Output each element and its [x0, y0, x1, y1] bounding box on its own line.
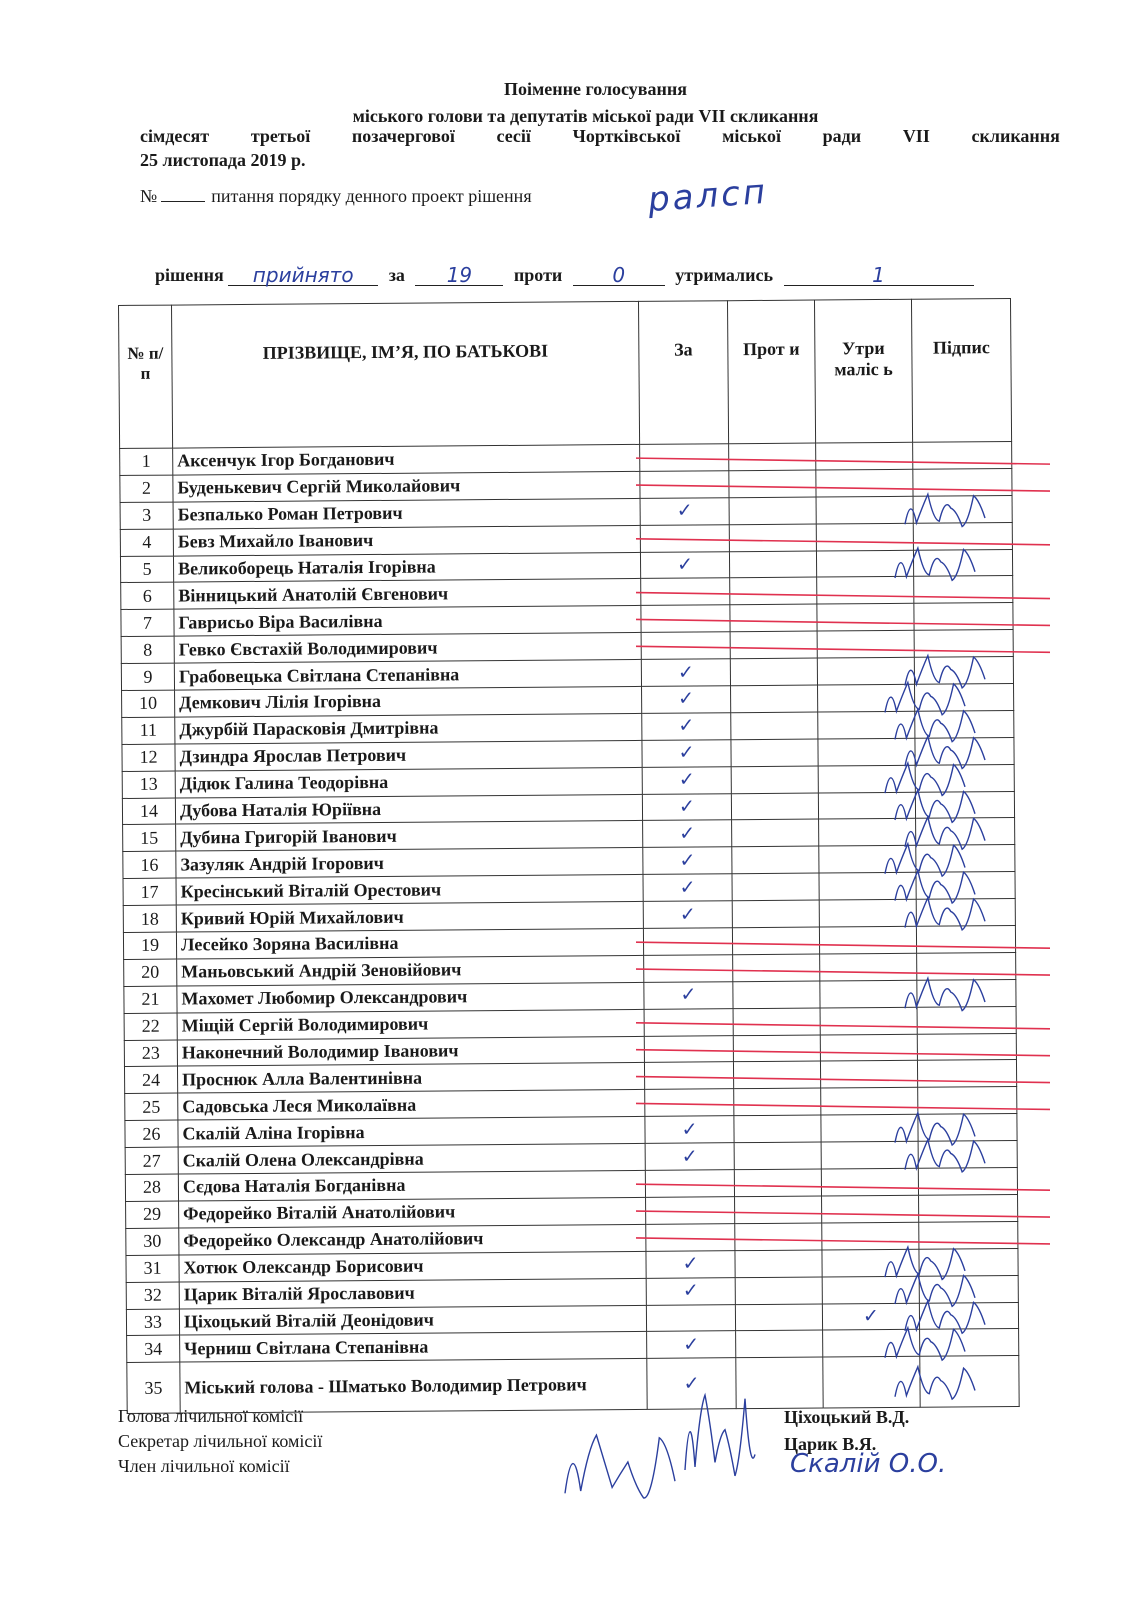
row-vote-utr — [818, 711, 915, 739]
row-vote-proty — [729, 470, 816, 498]
row-name: Наконечний Володимир Іванович — [177, 1036, 644, 1067]
row-number: 8 — [121, 636, 174, 663]
row-vote-proty — [732, 846, 819, 874]
row-vote-za — [640, 471, 729, 499]
row-vote-utr — [820, 953, 917, 981]
row-number: 3 — [120, 502, 173, 529]
row-signature — [920, 1329, 1019, 1357]
row-signature — [916, 845, 1015, 873]
row-vote-utr — [817, 577, 914, 605]
row-vote-za — [644, 1035, 733, 1063]
row-signature — [913, 549, 1012, 577]
header-utr: Утри маліс ь — [814, 299, 912, 443]
session-word: сесії — [496, 126, 531, 146]
row-signature — [914, 603, 1013, 631]
row-vote-za — [643, 847, 732, 875]
row-vote-utr — [818, 765, 915, 793]
row-vote-utr — [820, 980, 917, 1008]
header-signature: Підпис — [911, 298, 1011, 442]
row-number: 19 — [123, 932, 176, 959]
row-number: 5 — [120, 556, 173, 583]
row-signature — [917, 1006, 1016, 1034]
row-number: 20 — [124, 959, 177, 986]
vote-check-mark: ✓ — [678, 795, 695, 818]
row-signature — [915, 764, 1014, 792]
header-proty: Прот и — [727, 300, 815, 444]
row-name: Дідюк Галина Теодорівна — [175, 767, 642, 798]
row-vote-proty — [735, 1303, 822, 1331]
document-title: Поіменне голосування — [503, 79, 688, 99]
row-vote-za — [640, 524, 729, 552]
row-vote-za — [642, 713, 731, 741]
za-label: за — [388, 265, 405, 285]
row-number: 11 — [122, 717, 175, 744]
row-vote-utr — [816, 523, 913, 551]
row-name: Бевз Михайло Іванович — [173, 525, 640, 556]
row-vote-za — [643, 901, 732, 929]
row-number: 7 — [121, 609, 174, 636]
row-vote-proty — [730, 658, 817, 686]
row-vote-za — [642, 793, 731, 821]
row-vote-za — [643, 928, 732, 956]
row-vote-za — [644, 1062, 733, 1090]
row-vote-utr — [818, 738, 915, 766]
row-vote-za — [641, 659, 730, 687]
chair-signature — [565, 1435, 675, 1498]
row-name: Зазуляк Андрій Ігорович — [176, 848, 643, 879]
row-vote-proty — [734, 1142, 821, 1170]
vote-check-mark: ✓ — [681, 1118, 698, 1141]
row-name: Скалій Аліна Ігорівна — [178, 1117, 645, 1148]
session-word: третьої — [250, 126, 311, 146]
proty-count: 0 — [573, 263, 665, 286]
row-number: 26 — [125, 1120, 178, 1147]
row-number: 17 — [123, 878, 176, 905]
row-number: 34 — [127, 1335, 180, 1362]
row-number: 15 — [123, 825, 176, 852]
row-vote-za — [644, 1008, 733, 1036]
row-name: Проснюк Алла Валентинівна — [177, 1063, 644, 1094]
member-label: Член лічильної комісії — [118, 1456, 290, 1476]
row-vote-utr — [822, 1249, 919, 1277]
row-vote-proty — [736, 1357, 823, 1409]
vote-check-mark: ✓ — [679, 822, 696, 845]
table-header-row — [119, 298, 1012, 448]
row-signature — [917, 952, 1016, 980]
row-number: 33 — [126, 1309, 179, 1336]
row-vote-utr — [822, 1195, 919, 1223]
row-vote-za — [646, 1224, 735, 1252]
row-vote-za — [642, 686, 731, 714]
row-vote-utr — [820, 1034, 917, 1062]
decision-label: рішення — [155, 265, 224, 285]
row-number: 6 — [121, 583, 174, 610]
row-vote-utr — [818, 684, 915, 712]
row-vote-proty — [733, 981, 820, 1009]
row-name: Демкович Лілія Ігорівна — [175, 686, 642, 717]
row-vote-proty — [729, 524, 816, 552]
row-vote-utr — [823, 1330, 920, 1358]
row-vote-proty — [732, 927, 819, 955]
row-vote-za — [640, 551, 729, 579]
row-name: Садовська Леся Миколаївна — [178, 1090, 645, 1121]
row-vote-proty — [729, 551, 816, 579]
row-vote-utr — [822, 1276, 919, 1304]
row-vote-za — [646, 1277, 735, 1305]
row-vote-za — [647, 1358, 736, 1410]
row-number: 23 — [124, 1040, 177, 1067]
session-date: 25 листопада 2019 р. — [140, 150, 306, 170]
row-name: Федорейко Віталій Анатолійович — [179, 1197, 646, 1228]
header-za: За — [638, 301, 728, 445]
row-number: 24 — [124, 1067, 177, 1094]
row-name: Дубова Наталія Юріївна — [175, 794, 642, 825]
utr-label: утримались — [675, 265, 773, 285]
row-vote-proty — [731, 685, 818, 713]
member-name-handwritten: Скалій О.О. — [790, 1449, 947, 1479]
row-vote-za — [646, 1250, 735, 1278]
chair-name: Ціхоцький В.Д. — [784, 1407, 910, 1427]
row-vote-proty — [732, 900, 819, 928]
row-vote-proty — [732, 819, 819, 847]
row-number: 2 — [120, 475, 173, 502]
row-vote-proty — [735, 1223, 822, 1251]
vote-check-mark: ✓ — [679, 849, 696, 872]
row-signature — [917, 1033, 1016, 1061]
row-signature — [913, 522, 1012, 550]
row-number: 32 — [126, 1282, 179, 1309]
row-vote-za — [642, 766, 731, 794]
session-line — [140, 126, 1060, 147]
vote-check-mark: ✓ — [677, 553, 694, 576]
row-number: 4 — [120, 529, 173, 556]
row-number: 12 — [122, 744, 175, 771]
row-vote-za — [647, 1331, 736, 1359]
row-number: 18 — [123, 905, 176, 932]
session-word: Чортківської — [572, 126, 681, 146]
document-subtitle: міського голови та депутатів міської ради VII скликання — [352, 106, 819, 126]
row-vote-proty — [731, 739, 818, 767]
session-word: VII — [902, 126, 930, 146]
row-signature — [917, 1060, 1016, 1088]
row-vote-utr — [820, 1007, 917, 1035]
row-signature — [915, 683, 1014, 711]
row-vote-utr — [818, 792, 915, 820]
row-vote-utr — [816, 550, 913, 578]
row-number: 22 — [124, 1013, 177, 1040]
row-name: Вінницький Анатолій Євгенович — [174, 579, 641, 610]
row-vote-utr — [823, 1357, 920, 1409]
row-signature — [919, 1194, 1018, 1222]
row-signature — [918, 1168, 1017, 1196]
row-vote-utr — [819, 846, 916, 874]
row-vote-proty — [733, 1061, 820, 1089]
row-name: Махомет Любомир Олександрович — [177, 982, 644, 1013]
row-vote-za — [646, 1304, 735, 1332]
row-vote-proty — [730, 604, 817, 632]
row-vote-za — [643, 820, 732, 848]
secretary-label: Секретар лічильної комісії — [118, 1431, 323, 1451]
row-vote-proty — [734, 1088, 821, 1116]
vote-check-mark: ✓ — [679, 903, 696, 926]
row-name: Безпалько Роман Петрович — [173, 498, 640, 529]
row-signature — [914, 630, 1013, 658]
row-name: Буденькевич Сергій Миколайович — [173, 471, 640, 502]
row-vote-za — [641, 605, 730, 633]
row-vote-za — [640, 497, 729, 525]
row-vote-utr — [817, 604, 914, 632]
row-number: 35 — [127, 1362, 180, 1413]
row-vote-utr — [819, 899, 916, 927]
row-vote-proty — [730, 577, 817, 605]
row-vote-utr — [821, 1115, 918, 1143]
chair-label: Голова лічильної комісії — [118, 1406, 304, 1426]
secretary-name: Царик В.Я. — [784, 1434, 877, 1454]
row-number: 14 — [122, 798, 175, 825]
row-vote-za — [645, 1116, 734, 1144]
row-name: Скалій Олена Олександрівна — [178, 1144, 645, 1175]
row-vote-za — [645, 1089, 734, 1117]
row-name: Черниш Світлана Степанівна — [180, 1332, 647, 1363]
session-word: позачергової — [351, 126, 455, 146]
row-vote-za — [642, 739, 731, 767]
row-vote-proty — [729, 497, 816, 525]
utr-count: 1 — [784, 263, 974, 286]
row-name: Дзиндра Ярослав Петрович — [175, 740, 642, 771]
row-vote-utr — [821, 1088, 918, 1116]
row-vote-proty — [731, 766, 818, 794]
row-vote-proty — [733, 1035, 820, 1063]
row-signature — [913, 495, 1012, 523]
row-vote-utr — [819, 819, 916, 847]
row-number: 9 — [121, 663, 174, 690]
row-vote-utr — [821, 1141, 918, 1169]
row-vote-za — [644, 955, 733, 983]
row-signature — [918, 1141, 1017, 1169]
row-name: Сєдова Наталія Богданівна — [178, 1170, 645, 1201]
row-signature — [920, 1356, 1019, 1408]
vote-check-mark: ✓ — [681, 1145, 698, 1168]
session-word: скликання — [971, 126, 1060, 146]
row-vote-za — [646, 1197, 735, 1225]
vote-check-mark: ✓ — [683, 1333, 700, 1356]
row-name: Аксенчук Ігор Богданович — [173, 444, 640, 475]
row-number: 31 — [126, 1255, 179, 1282]
question-line — [140, 186, 532, 207]
row-signature — [915, 710, 1014, 738]
vote-check-mark: ✓ — [676, 499, 693, 522]
row-vote-proty — [735, 1277, 822, 1305]
row-vote-proty — [733, 954, 820, 982]
row-signature — [915, 737, 1014, 765]
row-number: 1 — [120, 448, 173, 475]
row-name: Міщій Сергій Володимирович — [177, 1009, 644, 1040]
vote-check-mark: ✓ — [682, 1252, 699, 1275]
row-signature — [913, 441, 1012, 469]
row-name: Великоборець Наталія Ігорівна — [173, 552, 640, 583]
za-count: 19 — [415, 263, 503, 286]
row-number: 13 — [122, 771, 175, 798]
row-vote-proty — [734, 1115, 821, 1143]
vote-check-mark: ✓ — [679, 876, 696, 899]
row-vote-proty — [733, 1008, 820, 1036]
row-number: 25 — [125, 1093, 178, 1120]
row-signature — [918, 1087, 1017, 1115]
decision-line — [155, 263, 974, 286]
row-number: 27 — [125, 1147, 178, 1174]
row-number: 16 — [123, 851, 176, 878]
row-name: Дубина Григорій Іванович — [176, 821, 643, 852]
table-body — [120, 441, 1020, 1413]
row-name: Міський голова - Шматько Володимир Петрович — [180, 1359, 647, 1414]
row-vote-utr — [822, 1222, 919, 1250]
row-signature — [918, 1114, 1017, 1142]
question-number-label: № — [140, 186, 158, 206]
row-vote-utr — [821, 1168, 918, 1196]
row-vote-utr — [820, 1061, 917, 1089]
vote-check-mark: ✓ — [862, 1304, 880, 1328]
row-vote-za — [644, 982, 733, 1010]
row-signature — [916, 899, 1015, 927]
vote-check-mark: ✓ — [677, 661, 694, 684]
question-text: питання порядку денного проект рішення — [211, 186, 532, 206]
session-word: сімдесят — [140, 126, 210, 146]
row-name: Царик Віталій Ярославович — [179, 1278, 646, 1309]
row-signature — [916, 926, 1015, 954]
row-vote-utr — [816, 496, 913, 524]
row-vote-utr — [822, 1303, 919, 1331]
row-name: Маньовський Андрій Зеновійович — [177, 955, 644, 986]
row-name: Ціхоцький Віталій Деонідович — [179, 1305, 646, 1336]
row-name: Грабовецька Світлана Степанівна — [174, 660, 641, 691]
vote-check-mark: ✓ — [678, 714, 695, 737]
vote-check-mark: ✓ — [682, 1279, 699, 1302]
vote-check-mark: ✓ — [678, 768, 695, 791]
row-vote-za — [640, 444, 729, 472]
row-signature — [919, 1302, 1018, 1330]
row-vote-proty — [735, 1196, 822, 1224]
row-vote-utr — [819, 873, 916, 901]
row-vote-proty — [735, 1250, 822, 1278]
vote-table — [118, 298, 1020, 1414]
row-vote-proty — [732, 873, 819, 901]
row-vote-utr — [817, 657, 914, 685]
row-signature — [919, 1275, 1018, 1303]
row-signature — [917, 979, 1016, 1007]
row-vote-proty — [729, 443, 816, 471]
row-number: 21 — [124, 986, 177, 1013]
proty-label: проти — [513, 265, 563, 285]
row-name: Кресінський Віталій Орестович — [176, 875, 643, 906]
question-number-blank — [161, 187, 205, 202]
row-signature — [913, 468, 1012, 496]
vote-check-mark: ✓ — [680, 983, 697, 1006]
row-number: 10 — [122, 690, 175, 717]
row-name: Джурбій Парасковія Дмитрівна — [175, 713, 642, 744]
row-number: 29 — [126, 1201, 179, 1228]
row-signature — [916, 818, 1015, 846]
vote-check-mark: ✓ — [678, 741, 695, 764]
row-vote-utr — [816, 469, 913, 497]
row-vote-proty — [730, 631, 817, 659]
header-name: ПРІЗВИЩЕ, ІМ’Я, ПО БАТЬКОВІ — [172, 301, 640, 448]
row-vote-proty — [734, 1169, 821, 1197]
row-vote-proty — [736, 1330, 823, 1358]
row-signature — [916, 872, 1015, 900]
row-name: Кривий Юрій Михайлович — [176, 902, 643, 933]
vote-check-mark: ✓ — [683, 1372, 700, 1395]
row-vote-za — [641, 632, 730, 660]
header-num: № п/п — [119, 305, 173, 448]
row-name: Федорейко Олександр Анатолійович — [179, 1224, 646, 1255]
row-name: Гевко Євстахій Володимирович — [174, 633, 641, 664]
handwritten-topic: ралсп — [646, 171, 770, 221]
session-word: ради — [822, 126, 862, 146]
row-signature — [919, 1221, 1018, 1249]
row-signature — [915, 791, 1014, 819]
row-vote-za — [643, 874, 732, 902]
row-number: 28 — [125, 1174, 178, 1201]
row-vote-proty — [731, 712, 818, 740]
row-vote-za — [645, 1170, 734, 1198]
vote-check-mark: ✓ — [678, 687, 695, 711]
row-vote-utr — [817, 630, 914, 658]
session-word: міської — [722, 126, 781, 146]
row-vote-proty — [731, 793, 818, 821]
row-vote-utr — [816, 442, 913, 470]
row-vote-za — [641, 578, 730, 606]
row-name: Хотюк Олександр Борисович — [179, 1251, 646, 1282]
row-number: 30 — [126, 1228, 179, 1255]
row-name: Гаврисьо Віра Василівна — [174, 606, 641, 637]
decision-value: прийнято — [228, 263, 378, 286]
row-vote-za — [645, 1143, 734, 1171]
row-signature — [914, 576, 1013, 604]
commission-labels — [118, 1404, 322, 1479]
row-signature — [914, 657, 1013, 685]
row-signature — [919, 1248, 1018, 1276]
row-name: Лесейко Зоряна Василівна — [176, 928, 643, 959]
row-vote-utr — [819, 926, 916, 954]
